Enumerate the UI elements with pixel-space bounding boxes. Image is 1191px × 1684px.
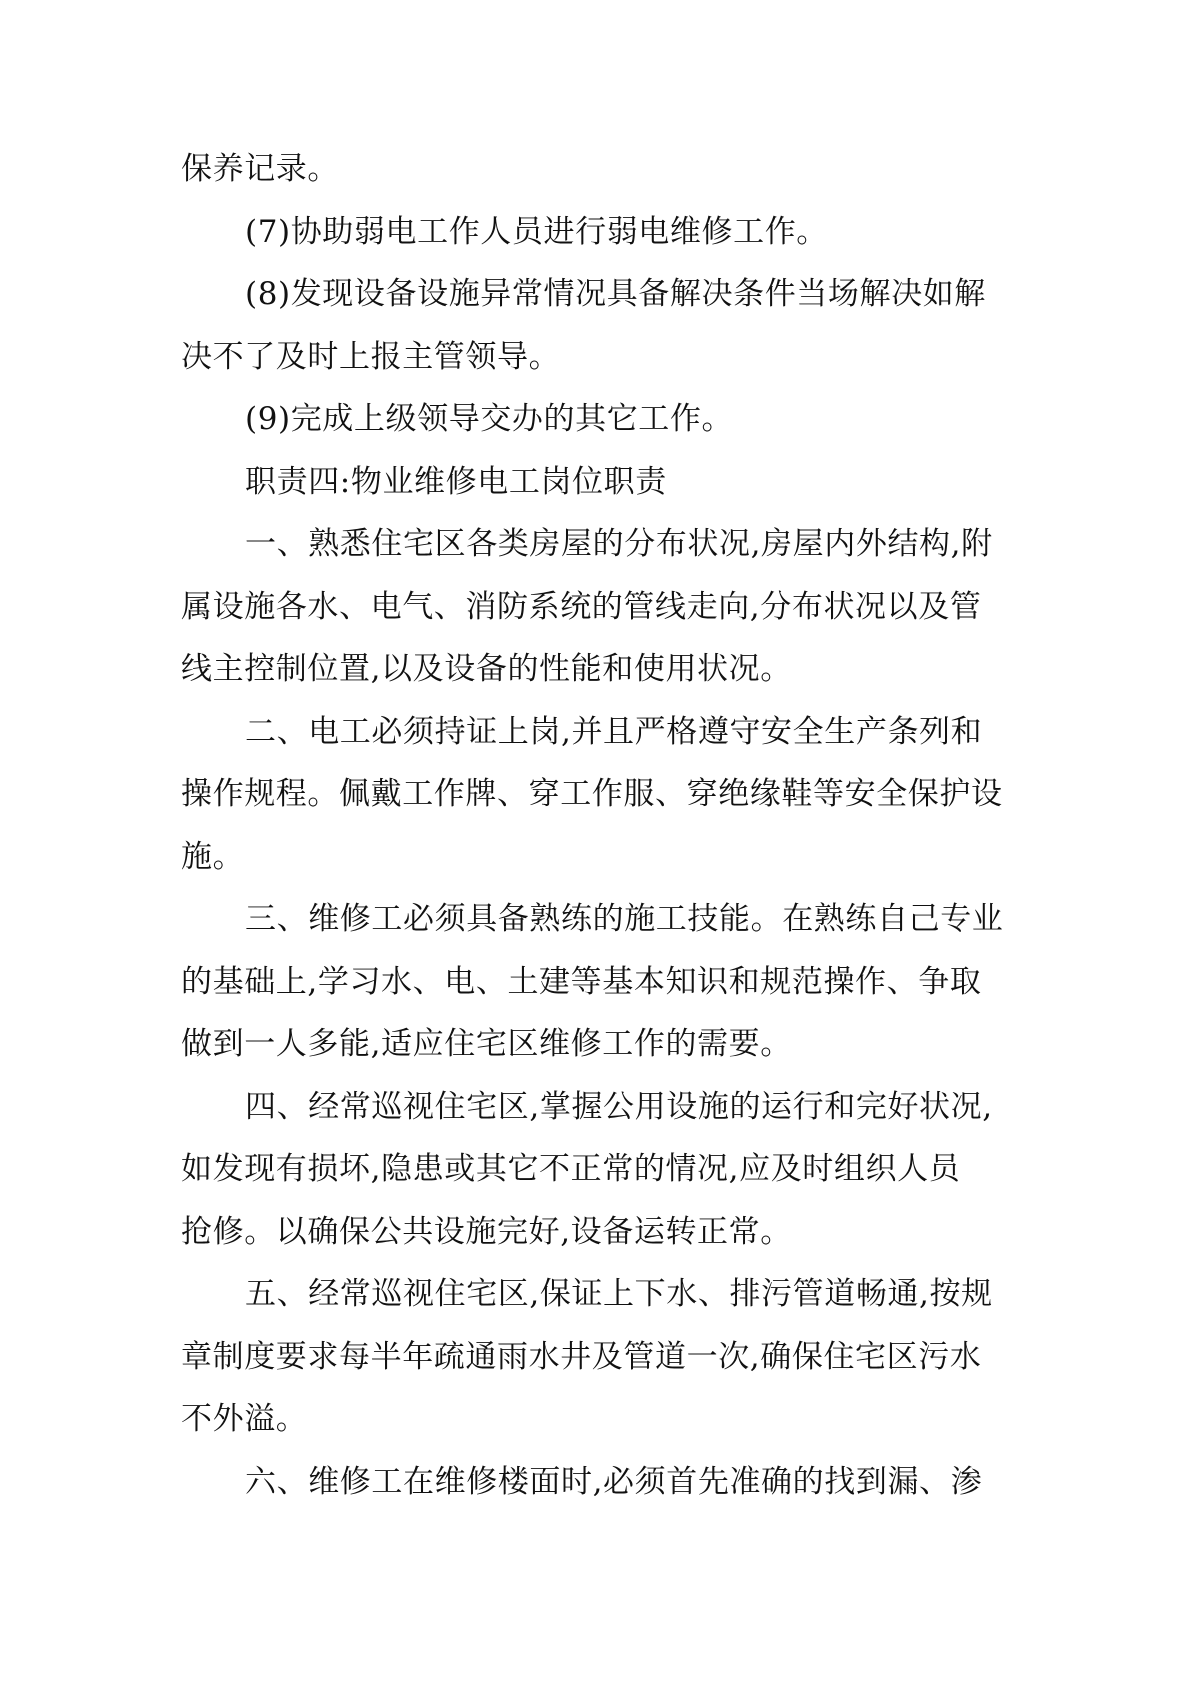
document-body	[181, 138, 1031, 1513]
text-line-5: (9)完成上级领导交办的其它工作。	[245, 401, 734, 437]
text-line-3: (8)发现设备设施异常情况具备解决条件当场解决如解	[245, 276, 986, 312]
text-line-12: 施。	[181, 838, 245, 875]
text-line-10: 二、电工必须持证上岗,并且严格遵守安全生产条列和	[245, 713, 983, 750]
text-line-14: 的基础上,学习水、电、土建等基本知识和规范操作、争取	[181, 963, 982, 1000]
section-heading: 职责四:物业维修电工岗位职责	[245, 463, 667, 500]
text-line-15: 做到一人多能,适应住宅区维修工作的需要。	[181, 1026, 792, 1062]
text-line-7: 一、熟悉住宅区各类房屋的分布状况,房屋内外结构,附	[245, 526, 993, 562]
text-line-18: 抢修。以确保公共设施完好,设备运转正常。	[181, 1213, 792, 1250]
text-line-21: 不外溢。	[181, 1401, 308, 1437]
text-line-19: 五、经常巡视住宅区,保证上下水、排污管道畅通,按规	[245, 1276, 993, 1312]
text-line-13: 三、维修工必须具备熟练的施工技能。在熟练自己专业	[245, 901, 1004, 937]
text-line-9: 线主控制位置,以及设备的性能和使用状况。	[181, 651, 792, 687]
text-line-17: 如发现有损坏,隐患或其它不正常的情况,应及时组织人员	[181, 1151, 961, 1187]
text-line-4: 决不了及时上报主管领导。	[181, 338, 561, 375]
text-line-1: 保养记录。	[181, 151, 339, 187]
text-line-2: (7)协助弱电工作人员进行弱电维修工作。	[245, 213, 828, 250]
text-line-8: 属设施各水、电气、消防系统的管线走向,分布状况以及管	[181, 588, 982, 625]
text-line-11: 操作规程。佩戴工作牌、穿工作服、穿绝缘鞋等安全保护设	[181, 776, 1003, 812]
text-line-22: 六、维修工在维修楼面时,必须首先准确的找到漏、渗	[245, 1463, 983, 1500]
text-line-20: 章制度要求每半年疏通雨水井及管道一次,确保住宅区污水	[181, 1338, 982, 1375]
text-line-16: 四、经常巡视住宅区,掌握公用设施的运行和完好状况,	[245, 1088, 993, 1125]
